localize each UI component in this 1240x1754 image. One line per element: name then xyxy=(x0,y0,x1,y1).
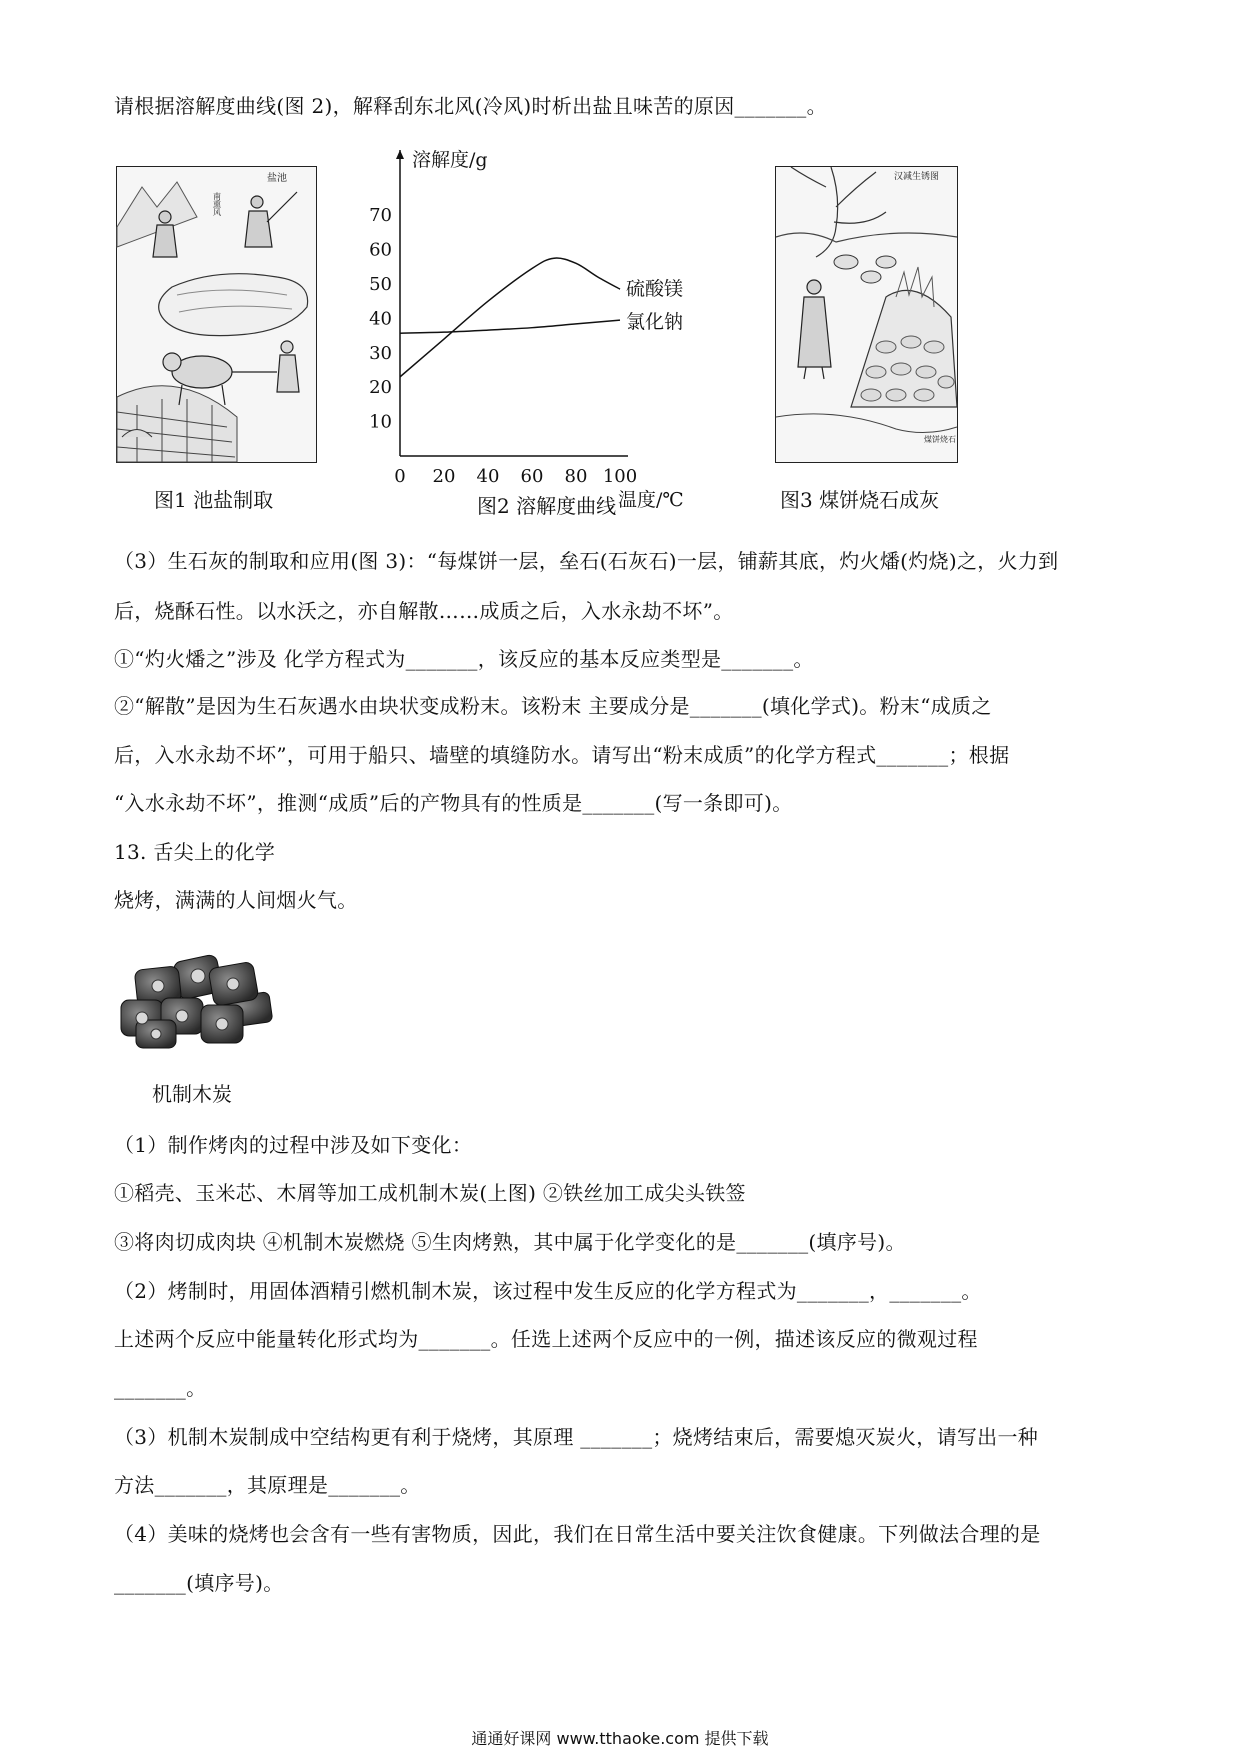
x-tick-label: 20 xyxy=(432,466,456,487)
figure-caption: 图2 溶解度曲线 xyxy=(477,494,617,518)
y-axis-arrow xyxy=(396,150,404,159)
text-line: ③将肉切成肉块 ④机制木炭燃烧 ⑤生肉烤熟，其中属于化学变化的是_______(填序号)。 xyxy=(114,1230,906,1254)
figure-label: 煤饼烧石 xyxy=(924,435,956,444)
text-line: _______。 xyxy=(114,1376,207,1400)
figure-label: 盐池 xyxy=(267,173,287,184)
figure-charcoal xyxy=(116,950,278,1050)
y-tick-label: 40 xyxy=(369,308,392,330)
text-line: ②“解散”是因为生石灰遇水由块状变成粉末。该粉末 主要成分是_______(填化学式)。粉末“成质之 xyxy=(114,694,992,718)
figure-caption: 图1 池盐制取 xyxy=(154,488,274,512)
text-line: “入水永劫不坏”，推测“成质”后的产物具有的性质是_______(写一条即可)。 xyxy=(114,791,793,815)
figure-lime-kiln xyxy=(775,166,958,463)
text-line: （4）美味的烧烤也会含有一些有害物质，因此，我们在日常生活中要关注饮食健康。下列做法合理的是 xyxy=(114,1522,1041,1546)
text-line: 后，入水永劫不坏”，可用于船只、墙壁的填缝防水。请写出“粉末成质”的化学方程式_______；根据 xyxy=(114,743,1010,767)
y-tick-label: 10 xyxy=(369,411,392,433)
text-line: ①“灼火燔之”涉及 化学方程式为_______，该反应的基本反应类型是_______。 xyxy=(114,647,814,671)
series-label: 氯化钠 xyxy=(626,311,684,334)
text-line: 后，烧酥石性。以水沃之，亦自解散……成质之后，入水永劫不坏”。 xyxy=(114,599,734,623)
text-line: （3）生石灰的制取和应用(图 3)：“每煤饼一层，垒石(石灰石)一层，铺薪其底，灼火燔(灼烧)之，火力到 xyxy=(114,549,1059,573)
x-axis-label: 温度/℃ xyxy=(618,489,684,511)
text-line: （3）机制木炭制成中空结构更有利于烧烤，其原理 _______；烧烤结束后，需要熄灭炭火，请写出一种 xyxy=(114,1425,1039,1449)
y-tick-label: 50 xyxy=(369,274,392,295)
series-label: 硫酸镁 xyxy=(626,278,684,301)
series-line-1 xyxy=(400,258,620,377)
figure-label: 南熏风 xyxy=(212,192,222,216)
figure-caption: 机制木炭 xyxy=(152,1082,232,1106)
text-line: （2）烤制时，用固体酒精引燃机制木炭，该过程中发生反应的化学方程式为_______，_______。 xyxy=(114,1279,982,1303)
figure-pond-salt xyxy=(116,166,317,463)
y-tick-label: 30 xyxy=(369,342,392,364)
y-tick-label: 70 xyxy=(369,205,392,227)
text-line: ①稻壳、玉米芯、木屑等加工成机制木炭(上图) ②铁丝加工成尖头铁签 xyxy=(114,1181,746,1205)
question-heading: 13. 舌尖上的化学 xyxy=(114,840,276,864)
text-line: 上述两个反应中能量转化形式均为_______。任选上述两个反应中的一例，描述该反应的微观过程 xyxy=(114,1327,978,1351)
page-footer: 通通好课网 www.tthaoke.com 提供下载 xyxy=(471,1729,769,1748)
text-line: 请根据溶解度曲线(图 2)，解释刮东北风(冷风)时析出盐且味苦的原因_______。 xyxy=(114,94,827,118)
y-tick-label: 20 xyxy=(369,377,392,399)
x-tick-label: 60 xyxy=(520,466,544,487)
series-line-2 xyxy=(400,320,620,333)
text-line: （1）制作烤肉的过程中涉及如下变化： xyxy=(114,1133,473,1157)
text-line: _______(填序号)。 xyxy=(114,1571,284,1595)
x-tick-label: 40 xyxy=(476,466,500,487)
figure-label: 汉减生锈图 xyxy=(894,172,940,182)
y-tick-label: 60 xyxy=(369,239,392,261)
text-line: 烧烤，满满的人间烟火气。 xyxy=(114,888,358,912)
text-line: 方法_______，其原理是_______。 xyxy=(114,1473,421,1497)
x-tick-label: 0 xyxy=(394,466,406,487)
figure-caption: 图3 煤饼烧石成灰 xyxy=(780,488,940,512)
x-tick-label: 80 xyxy=(564,466,588,487)
y-axis-label: 溶解度/g xyxy=(412,149,488,171)
x-tick-label: 100 xyxy=(602,466,638,487)
